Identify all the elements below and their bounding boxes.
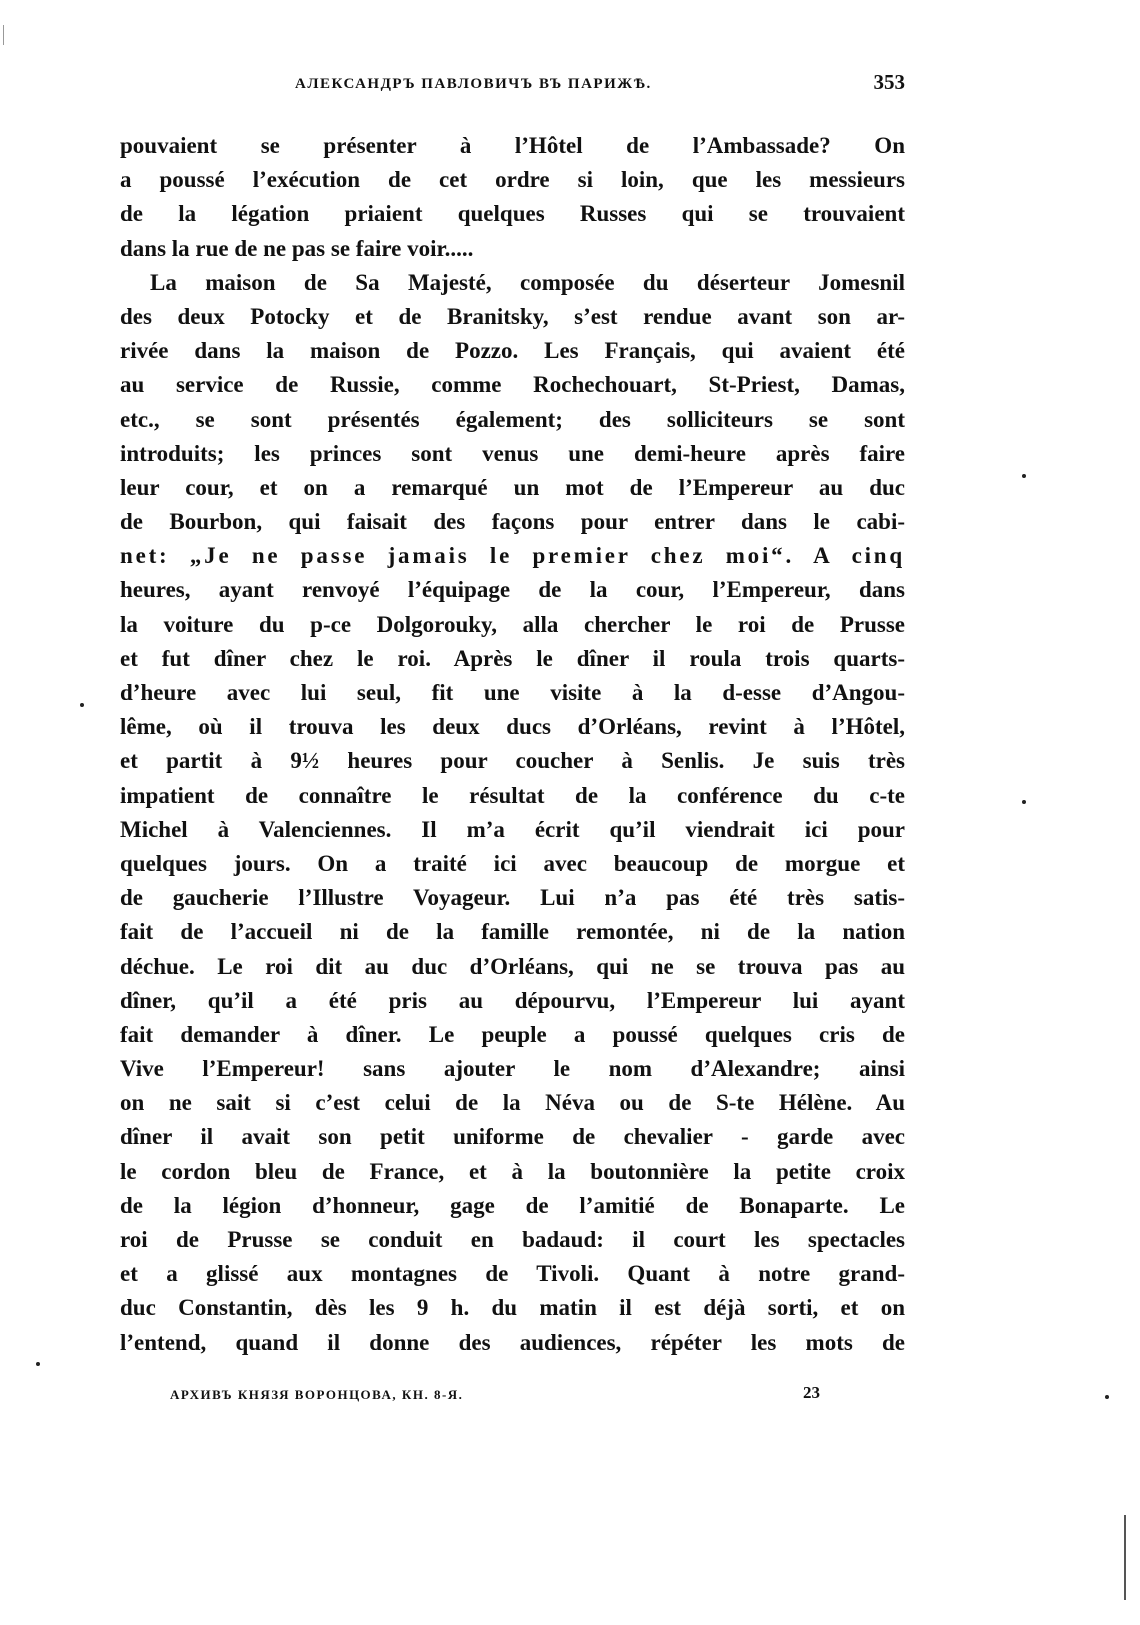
page-number: 353: [873, 70, 905, 94]
text-line: au service de Russie, comme Rochechouart, St-Priest, Damas,: [120, 372, 905, 398]
text-line: dîner il avait son petit uniforme de chevalier - garde avec: [120, 1124, 905, 1150]
text-line: net: „Je ne passe jamais le premier chez moi“. A cinq: [120, 543, 905, 569]
text-line: et fut dîner chez le roi. Après le dîner il roula trois quarts-: [120, 645, 905, 671]
text-line: heures, ayant renvoyé l’équipage de la cour, l’Empereur, dans: [120, 577, 905, 603]
scan-speck: [80, 703, 84, 707]
scan-edge-line: [3, 25, 4, 45]
text-line: a poussé l’exécution de cet ordre si loin, que les messieurs: [120, 167, 905, 193]
text-line: lême, où il trouva les deux ducs d’Orléans, revint à l’Hôtel,: [120, 714, 905, 740]
text-line: de Bourbon, qui faisait des façons pour entrer dans le cabi-: [120, 509, 905, 535]
text-line: fait demander à dîner. Le peuple a poussé quelques cris de: [120, 1021, 905, 1047]
text-line: duc Constantin, dès les 9 h. du matin il est déjà sorti, et on: [120, 1295, 905, 1321]
text-line: d’heure avec lui seul, fit une visite à la d-esse d’Angou-: [120, 680, 905, 705]
text-line: leur cour, et on a remarqué un mot de l’Empereur au duc: [120, 474, 905, 500]
text-line: impatient de connaître le résultat de la conférence du c-te: [120, 782, 905, 808]
text-line: on ne sait si c’est celui de la Néva ou de S-te Hélène. Au: [120, 1090, 905, 1116]
text-line: Michel à Valenciennes. Il m’a écrit qu’il viendrait ici pour: [120, 816, 905, 842]
signature-mark: АРХИВЪ КНЯЗЯ ВОРОНЦОВА, КН. 8-Я.: [170, 1387, 464, 1402]
page-header: [120, 62, 905, 102]
text-line: des deux Potocky et de Branitsky, s’est rendue avant son ar-: [120, 303, 905, 329]
scan-speck: [1022, 800, 1026, 804]
text-line: le cordon bleu de France, et à la boutonnière la petite croix: [120, 1158, 905, 1184]
text-line: fait de l’accueil ni de la famille remontée, ni de la nation: [120, 919, 905, 945]
scan-speck: [1105, 1395, 1109, 1399]
text-line: et partit à 9½ heures pour coucher à Senlis. Je suis très: [120, 748, 905, 774]
text-line: introduits; les princes sont venus une demi-heure après faire: [120, 440, 905, 466]
text-line: pouvaient se présenter à l’Hôtel de l’Ambassade? On: [120, 133, 905, 158]
text-line: de gaucherie l’Illustre Voyageur. Lui n’a pas été très satis-: [120, 885, 905, 911]
signature-number: 23: [803, 1383, 820, 1402]
text-line: l’entend, quand il donne des audiences, répéter les mots de: [120, 1329, 905, 1355]
text-line: rivée dans la maison de Pozzo. Les Français, qui avaient été: [120, 338, 905, 364]
scan-speck: [36, 1362, 40, 1366]
text-line: La maison de Sa Majesté, composée du déserteur Jomesnil: [150, 269, 905, 295]
text-line: de la légation priaient quelques Russes qui se trouvaient: [120, 201, 905, 227]
scan-speck: [1022, 474, 1026, 478]
text-line: etc., se sont présentés également; des solliciteurs se sont: [120, 406, 905, 432]
text-line: dîner, qu’il a été pris au dépourvu, l’Empereur lui ayant: [120, 987, 905, 1013]
text-line: dans la rue de ne pas se faire voir.....: [120, 235, 474, 261]
text-line: de la légion d’honneur, gage de l’amitié de Bonaparte. Le: [120, 1192, 905, 1218]
text-line: roi de Prusse se conduit en badaud: il court les spectacles: [120, 1227, 905, 1252]
text-line: déchue. Le roi dit au duc d’Orléans, qui ne se trouva pas au: [120, 953, 905, 979]
scan-edge-line: [1124, 1515, 1126, 1600]
text-line: quelques jours. On a traité ici avec beaucoup de morgue et: [120, 850, 905, 876]
running-title: АЛЕКСАНДРЪ ПАВЛОВИЧЪ ВЪ ПАРИЖѢ.: [295, 76, 652, 92]
text-line: la voiture du p-ce Dolgorouky, alla chercher le roi de Prusse: [120, 611, 905, 637]
text-line: Vive l’Empereur! sans ajouter le nom d’Alexandre; ainsi: [120, 1056, 905, 1082]
text-line: et a glissé aux montagnes de Tivoli. Quant à notre grand-: [120, 1261, 905, 1287]
body-text: [120, 129, 905, 1360]
page-footer: [170, 1383, 820, 1409]
